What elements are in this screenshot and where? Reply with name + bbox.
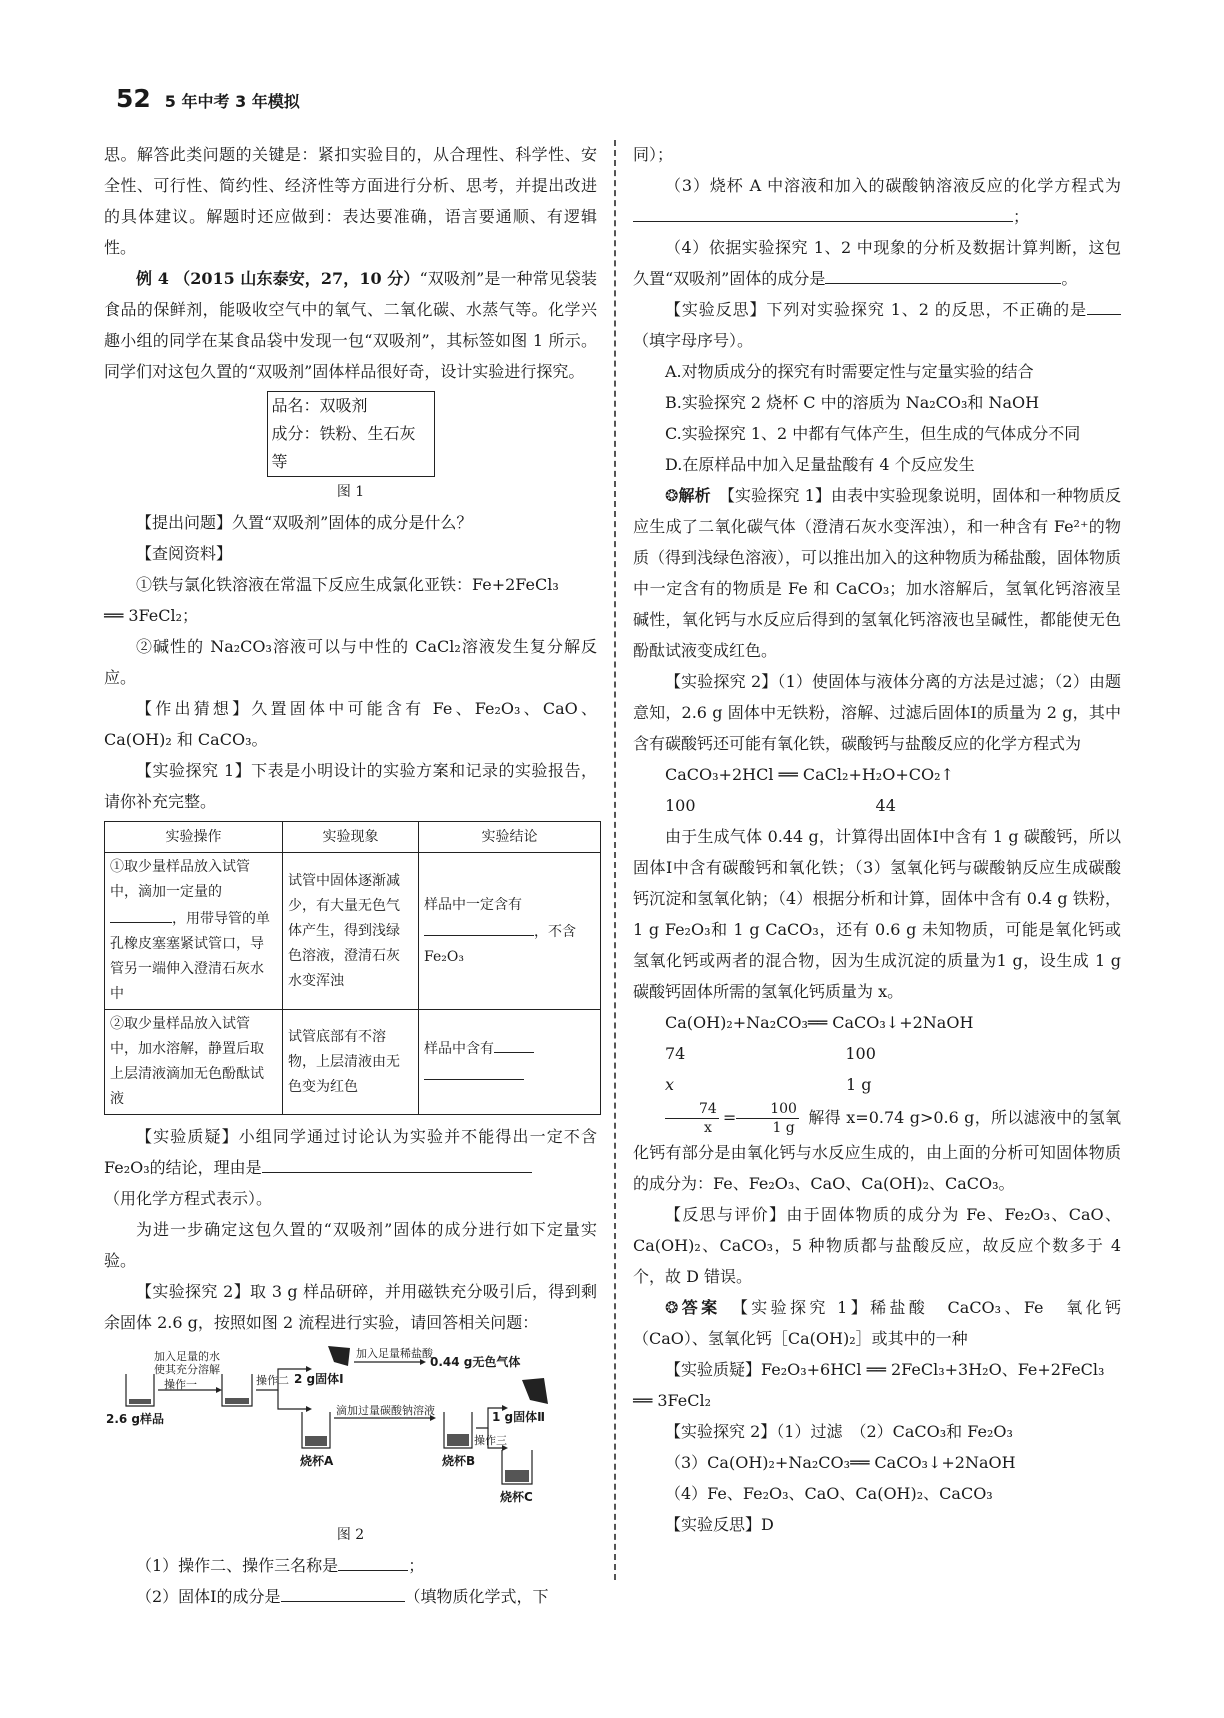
answer-paragraph-6: 【实验反思】D <box>665 1515 774 1534</box>
example-source: （2015 山东泰安，27，10 分） <box>174 269 420 288</box>
flow-op1-label: 操作一 <box>164 1378 197 1391</box>
analysis-paragraph-3: 由于生成气体 0.44 g，计算得出固体Ⅰ中含有 1 g 碳酸钙，所以固体Ⅰ中含有碳酸钙和氧化铁；（3）氢氧化钙与碳酸钠反应生成碳酸钙沉淀和氢氧化钠；（4）根据分析和计算，固体中含有 0.4 g 铁粉，1 g Fe₂O₃和 1 g CaCO₃，还有 0.6 g 未知物质，可能是氧化钙或氢氧化钙或两者的混合物，因为生成沉淀的质量为1 g，设生成 1 g 碳酸钙固体所需的氢氧化钙质量为 x。 <box>633 827 1121 1001</box>
research-title: 【查阅资料】 <box>136 544 233 563</box>
book-title: 5 年中考 3 年模拟 <box>164 92 300 111</box>
flow-beaker-c-label: 烧杯C <box>500 1490 533 1504</box>
question-4: （4）依据实验探究 1、2 中现象的分析及数据计算判断，这包久置“双吸剂”固体的成分是 。 <box>633 238 1121 288</box>
doubt-paragraph: 【实验质疑】小组同学通过讨论认为实验并不能得出一定不含 Fe₂O₃的结论，理由是 （用化学方程式表示）。 <box>104 1127 597 1208</box>
evaluation-paragraph: 【反思与评价】由于固体物质的成分为 Fe、Fe₂O₃、CaO、Ca(OH)₂、CaCO₃，5 种物质都与盐酸反应，故反应个数多于 4 个，故 D 错误。 <box>633 1205 1121 1286</box>
answer-tag: ❂答案 <box>665 1298 721 1317</box>
equation-2-masses: 74 100 <box>665 1044 876 1063</box>
table-header: 实验结论 <box>419 822 601 853</box>
fraction-right: $\frac{100}{1 g}$ <box>736 1100 799 1137</box>
research-item-2: ②碱性的 Na₂CO₃溶液可以与中性的 CaCl₂溶液发生复分解反应。 <box>104 637 597 687</box>
reflect-question: 【实验反思】下列对实验探究 1、2 的反思，不正确的是（填字母序号）。 <box>633 294 1121 356</box>
ratio-paragraph: $\frac{74}{x}$ = $\frac{100}{1 g}$ 解得 x=0.74 g>0.6 g，所以滤液中的氢氧化钙有部分是由氧化钙与水反应生成的，由上面的分析可知固体物质的成分为：Fe、Fe₂O₃、CaO、Ca(OH)₂、CaCO₃。 <box>633 1101 1121 1193</box>
question-3: （3）烧杯 A 中溶液和加入的碳酸钠溶液反应的化学方程式为； <box>633 170 1121 232</box>
doubt-note: （用化学方程式表示）。 <box>104 1189 273 1208</box>
table-cell: 试管中固体逐渐减少，有大量无色气体产生，得到浅绿色溶液，澄清石灰水变浑浊 <box>283 853 419 1010</box>
equation-1: CaCO₃+2HCl ══ CaCl₂+H₂O+CO₂↑ <box>665 765 954 784</box>
table-row <box>105 853 601 1010</box>
explore1-paragraph: 【实验探究 1】下表是小明设计的实验方案和记录的实验报告，请你补充完整。 <box>104 761 597 811</box>
analysis-paragraph-2: 【实验探究 2】（1）使固体与液体分离的方法是过滤；（2）由题意知，2.6 g 固体中无铁粉，溶解、过滤后固体Ⅰ的质量为 2 g，其中含有碳酸钙还可能有氧化铁，碳酸钙与盐酸反应的化学方程式为 <box>633 672 1121 753</box>
equation-1-masses: 100 44 <box>665 796 896 815</box>
flow-beaker-a-label: 烧杯A <box>300 1454 334 1468</box>
flow-dropping-label: 滴加过量碳酸钠溶液 <box>336 1404 435 1417</box>
research-item-1-cont: ══ 3FeCl₂； <box>104 606 199 625</box>
answer-blank[interactable] <box>262 1155 532 1173</box>
flow-solid2-label: 1 g固体Ⅱ <box>492 1410 546 1424</box>
answer-blank[interactable] <box>110 905 172 923</box>
example-text: “双吸剂”是一种常见袋装食品的保鲜剂，能吸收空气中的氧气、二氧化碳、水蒸气等。化学兴趣小组的同学在某食品袋中发现一包“双吸剂”，其标签如图 1 所示。同学们对这包久置的“双吸剂”固体样品很好奇，设计实验进行探究。 <box>104 269 597 381</box>
answer-blank[interactable] <box>1087 297 1121 315</box>
answer-blank[interactable] <box>424 918 534 936</box>
table-cell: ①取少量样品放入试管中，滴加一定量的，用带导管的单孔橡皮塞塞紧试管口，导管另一端伸入澄清石灰水中 <box>105 853 283 1010</box>
fig1-caption: 图 1 <box>336 484 365 500</box>
label-name: 品名：双吸剂 <box>271 396 368 415</box>
table-cell: 试管底部有不溶物，上层清液由无色变为红色 <box>283 1010 419 1115</box>
table-row <box>105 1010 601 1115</box>
answer-blank[interactable] <box>424 1062 524 1080</box>
equation-2: Ca(OH)₂+Na₂CO₃══ CaCO₃↓+2NaOH <box>665 1013 974 1032</box>
option-b: B.实验探究 2 烧杯 C 中的溶质为 Na₂CO₃和 NaOH <box>665 393 1040 412</box>
option-d: D.在原样品中加入足量盐酸有 4 个反应发生 <box>665 455 975 474</box>
flow-op3-label: 操作三 <box>474 1434 507 1447</box>
equation-2-unknowns: x 1 g <box>665 1075 872 1094</box>
flow-op2-label: 操作二 <box>256 1374 289 1387</box>
answer-blank[interactable] <box>825 266 1061 284</box>
table-header: 实验操作 <box>105 822 283 853</box>
research-item-1: ①铁与氯化铁溶液在常温下反应生成氯化亚铁：Fe+2FeCl₃ <box>136 575 559 594</box>
answer-paragraph-4: （3）Ca(OH)₂+Na₂CO₃══ CaCO₃↓+2NaOH <box>665 1453 1016 1472</box>
right-column <box>633 139 1121 1540</box>
answer-blank[interactable] <box>494 1035 534 1053</box>
answer-paragraph-2-cont: ══ 3FeCl₂ <box>633 1391 711 1410</box>
solid1-icon <box>328 1346 350 1366</box>
answer-paragraph-3: 【实验探究 2】（1）过滤 （2）CaCO₃和 Fe₂O₃ <box>665 1422 1013 1441</box>
answer-paragraph-2: 【实验质疑】Fe₂O₃+6HCl ══ 2FeCl₃+3H₂O、Fe+2FeCl₃ <box>665 1360 1105 1379</box>
intro-paragraph: 思。解答此类问题的关键是：紧扣实验目的，从合理性、科学性、安全性、可行性、简约性、经济性等方面进行分析、思考，并提出改进的具体建议。解题时还应做到：表达要准确，语言要通顺、有逻辑性。 <box>104 145 597 257</box>
analysis-tag: ❂解析 <box>665 486 711 505</box>
analysis-paragraph-1: ❂解析 【实验探究 1】由表中实验现象说明，固体和一种物质反应生成了二氧化碳气体（澄清石灰水变浑浊），和一种含有 Fe²⁺的物质（得到浅绿色溶液），可以推出加入的这种物质为稀盐酸，固体物质中一定含有的物质是 Fe 和 CaCO₃；加水溶解后，氢氧化钙溶液呈碱性，氧化钙与水反应后得到的氢氧化钙溶液也呈碱性，都能使无色酚酞试液变成红色。 <box>633 486 1122 660</box>
fraction-left: $\frac{74}{x}$ <box>665 1100 719 1137</box>
answer-paragraph-1: ❂答案 【实验探究 1】稀盐酸 CaCO₃、Fe 氧化钙（CaO）、氢氧化钙［Ca(OH)₂］或其中的一种 <box>633 1298 1121 1348</box>
experiment-table <box>104 821 601 1115</box>
question-1: （1）操作二、操作三名称是 ； <box>104 1550 597 1581</box>
answer-paragraph-5: （4）Fe、Fe₂O₃、CaO、Ca(OH)₂、CaCO₃ <box>665 1484 993 1503</box>
guess-paragraph: 【作出猜想】久置固体中可能含有 Fe、Fe₂O₃、CaO、Ca(OH)₂ 和 CaCO₃。 <box>104 699 597 749</box>
page-number: 52 <box>116 84 151 113</box>
flow-step1-label: 加入足量的水 使其充分溶解 <box>154 1350 220 1376</box>
answer-blank[interactable] <box>633 204 1013 222</box>
label-ingredients: 成分：铁粉、生石灰等 <box>271 424 416 471</box>
page-header <box>116 84 300 114</box>
left-column <box>104 139 597 1612</box>
table-header: 实验现象 <box>283 822 419 853</box>
question-2: （2）固体Ⅰ的成分是 （填物质化学式，下 <box>104 1581 597 1612</box>
further-paragraph: 为进一步确定这包久置的“双吸剂”固体的成分进行如下定量实验。 <box>104 1220 597 1270</box>
answer-blank[interactable] <box>281 1584 405 1602</box>
product-label-box <box>267 391 435 477</box>
flow-sample-label: 2.6 g样品 <box>106 1412 165 1426</box>
flow-gas-label: 0.44 g无色气体 <box>430 1355 521 1369</box>
column-divider <box>614 140 616 1580</box>
flow-acid-label: 加入足量稀盐酸 <box>356 1347 433 1360</box>
solid2-icon <box>522 1378 548 1404</box>
question-line: 【提出问题】久置“双吸剂”固体的成分是什么？ <box>136 513 473 532</box>
flow-solid1-label: 2 g固体Ⅰ <box>294 1372 344 1386</box>
table-cell: 样品中含有 <box>419 1010 601 1115</box>
fig2-caption: 图 2 <box>336 1527 365 1543</box>
example-label: 例 4 <box>136 269 169 288</box>
explore2-paragraph: 【实验探究 2】取 3 g 样品研碎，并用磁铁充分吸引后，得到剩余固体 2.6 g，按照如图 2 流程进行实验，请回答相关问题： <box>104 1282 597 1332</box>
flow-beaker-b-label: 烧杯B <box>442 1454 476 1468</box>
arrow-to-beakerA <box>278 1390 310 1409</box>
example-paragraph <box>104 263 597 387</box>
option-a: A.对物质成分的探究有时需要定性与定量实验的结合 <box>665 362 1034 381</box>
table-cell: ②取少量样品放入试管中，加水溶解，静置后取上层清液滴加无色酚酞试液 <box>105 1010 283 1115</box>
question-2-cont: 同）； <box>633 145 674 164</box>
flow-diagram <box>104 1344 601 1520</box>
table-cell: 样品中一定含有 ，不含 Fe₂O₃ <box>419 853 601 1010</box>
answer-blank[interactable] <box>338 1553 408 1571</box>
option-c: C.实验探究 1、2 中都有气体产生，但生成的气体成分不同 <box>665 424 1081 443</box>
